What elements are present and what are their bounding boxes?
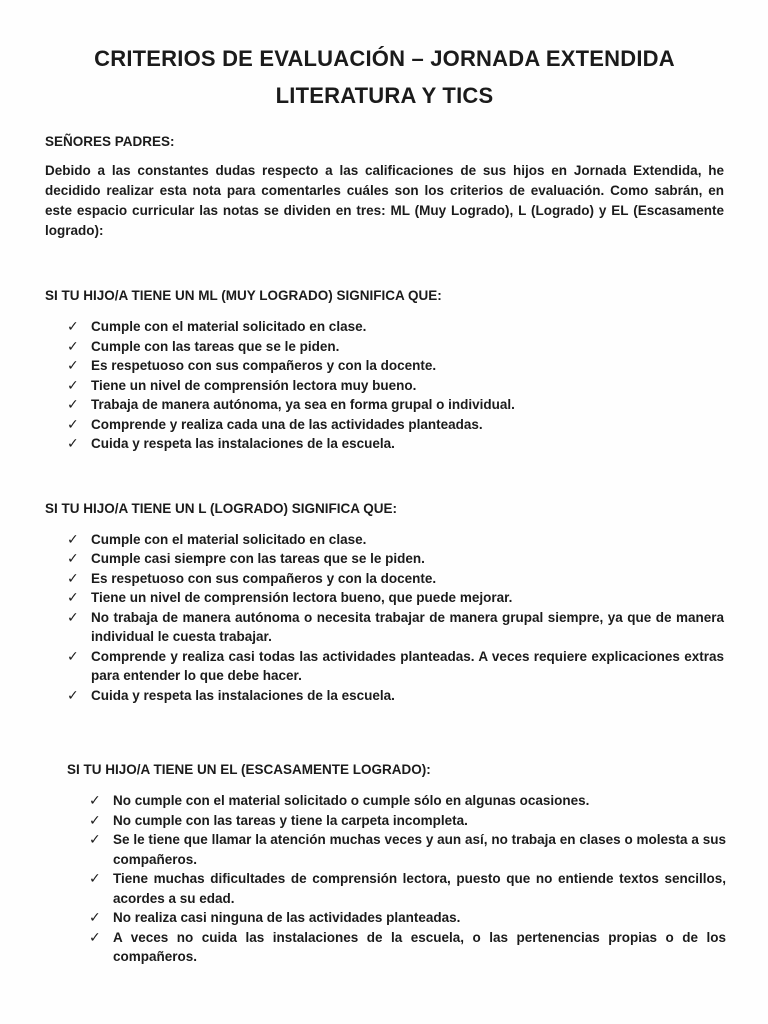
checklist-item xyxy=(67,686,724,706)
criteria-section xyxy=(67,761,726,967)
section-heading: SI TU HIJO/A TIENE UN ML (MUY LOGRADO) SIGNIFICA QUE: xyxy=(45,288,442,303)
checklist-item xyxy=(67,608,724,647)
checkmark-icon: ✓ xyxy=(67,376,79,393)
checklist-item-text: Cuida y respeta las instalaciones de la escuela. xyxy=(91,436,395,451)
checklist-item-text: Cumple casi siempre con las tareas que se le piden. xyxy=(91,551,425,566)
checklist-item xyxy=(89,811,726,831)
checklist-item-text: No cumple con el material solicitado o cumple sólo en algunas ocasiones. xyxy=(113,793,590,808)
checklist-item-text: Cumple con las tareas que se le piden. xyxy=(91,338,340,354)
checklist-item-text: No cumple con las tareas y tiene la carpeta incompleta. xyxy=(113,812,468,828)
checkmark-icon: ✓ xyxy=(67,357,79,373)
checklist-item-text: Cuida y respeta las instalaciones de la escuela. xyxy=(91,687,395,703)
section-heading: SI TU HIJO/A TIENE UN EL (ESCASAMENTE LOGRADO): xyxy=(67,762,431,777)
criteria-section xyxy=(45,500,724,706)
document-title-line1: CRITERIOS DE EVALUACIÓN – JORNADA EXTENDIDA xyxy=(94,46,675,71)
checkmark-icon: ✓ xyxy=(89,792,101,808)
checklist-item xyxy=(89,928,726,967)
checklist xyxy=(45,317,724,454)
checkmark-icon: ✓ xyxy=(67,337,79,354)
checklist-item-text: Comprende y realiza casi todas las actividades planteadas. A veces requiere explicaciones extras para entender lo que debe hacer. xyxy=(91,648,724,683)
checkmark-icon: ✓ xyxy=(67,569,79,586)
checklist xyxy=(67,791,726,967)
checkmark-icon: ✓ xyxy=(67,589,79,605)
checklist-item-text: Trabaja de manera autónoma, ya sea en forma grupal o individual. xyxy=(91,397,515,412)
checklist-item xyxy=(67,395,724,415)
document-title-line2: LITERATURA Y TICS xyxy=(275,83,494,108)
checklist-item xyxy=(67,434,724,454)
checklist-item xyxy=(67,588,724,608)
checkmark-icon: ✓ xyxy=(67,530,79,547)
document-title xyxy=(45,40,724,114)
checkmark-icon: ✓ xyxy=(89,870,101,886)
checklist-item-text: Comprende y realiza cada una de las actividades planteadas. xyxy=(91,416,483,432)
section-heading: SI TU HIJO/A TIENE UN L (LOGRADO) SIGNIFICA QUE: xyxy=(45,500,398,516)
checklist-item-text: No trabaja de manera autónoma o necesita trabajar de manera grupal siempre, ya que de manera individual le cuesta trabajar. xyxy=(91,609,724,644)
criteria-section xyxy=(45,287,724,454)
checklist-item xyxy=(67,647,724,686)
sections xyxy=(45,287,724,967)
checklist-item xyxy=(67,530,724,550)
checklist-item xyxy=(67,337,724,357)
checklist-item-text: Cumple con el material solicitado en clase. xyxy=(91,531,367,547)
checklist-item xyxy=(89,791,726,811)
checklist xyxy=(45,530,724,706)
checkmark-icon: ✓ xyxy=(89,811,101,828)
checklist-item xyxy=(89,869,726,908)
checkmark-icon: ✓ xyxy=(67,686,79,703)
checklist-item-text: Tiene muchas dificultades de comprensión lectora, puesto que no entiende textos sencillos, acordes a su edad. xyxy=(113,871,726,906)
checkmark-icon: ✓ xyxy=(67,318,79,334)
checklist-item-text: Tiene un nivel de comprensión lectora bueno, que puede mejorar. xyxy=(91,590,513,605)
checklist-item xyxy=(67,317,724,337)
checklist-item-text: Se le tiene que llamar la atención muchas veces y aun así, no trabaja en clases o molesta a sus compañeros. xyxy=(113,832,726,867)
checkmark-icon: ✓ xyxy=(67,550,79,566)
checklist-item xyxy=(67,376,724,396)
checkmark-icon: ✓ xyxy=(67,435,79,451)
checklist-item xyxy=(67,356,724,376)
checklist-item-text: No realiza casi ninguna de las actividades planteadas. xyxy=(113,910,461,925)
checkmark-icon: ✓ xyxy=(89,928,101,945)
greeting: SEÑORES PADRES: xyxy=(45,134,175,149)
checkmark-icon: ✓ xyxy=(67,396,79,412)
checklist-item xyxy=(67,569,724,589)
checklist-item xyxy=(67,549,724,569)
checklist-item-text: Tiene un nivel de comprensión lectora muy bueno. xyxy=(91,377,417,393)
checklist-item-text: Es respetuoso con sus compañeros y con la docente. xyxy=(91,358,437,373)
checklist-item xyxy=(89,908,726,928)
checklist-item-text: Es respetuoso con sus compañeros y con la docente. xyxy=(91,570,437,586)
checklist-item-text: A veces no cuida las instalaciones de la escuela, o las pertenencias propias o de los compañeros. xyxy=(113,929,726,964)
checkmark-icon: ✓ xyxy=(67,608,79,625)
checkmark-icon: ✓ xyxy=(89,909,101,925)
checklist-item-text: Cumple con el material solicitado en clase. xyxy=(91,319,367,334)
checkmark-icon: ✓ xyxy=(89,831,101,847)
checklist-item xyxy=(89,830,726,869)
intro-paragraph: Debido a las constantes dudas respecto a las calificaciones de sus hijos en Jornada Extendida, he decidido realizar esta nota para comentarles cuáles son los criterios de evaluación. Como sabrán, en este espacio curricular las notas se dividen en tres: ML (Muy Logrado), L (Logrado) y EL (Escasamente logrado): xyxy=(45,163,724,238)
checkmark-icon: ✓ xyxy=(67,647,79,664)
checklist-item xyxy=(67,415,724,435)
checkmark-icon: ✓ xyxy=(67,415,79,432)
